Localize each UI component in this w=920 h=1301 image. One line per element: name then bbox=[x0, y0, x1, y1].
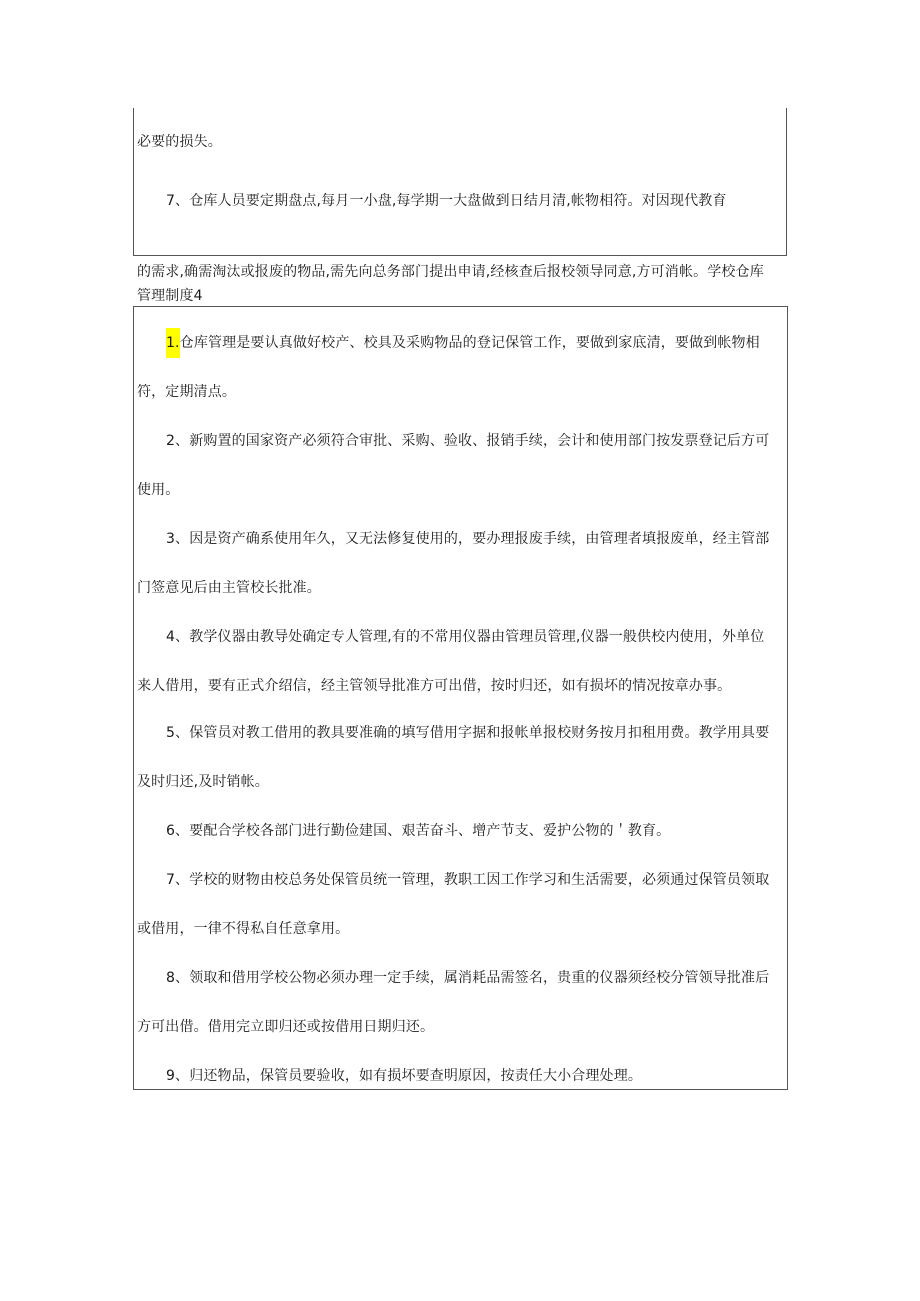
item-7-line-2: 或借用，一律不得私自任意拿用。 bbox=[137, 921, 350, 937]
prev-item-7: 7、仓库人员要定期盘点,每月一小盘,每学期一大盘做到日结月清,帐物相符。对因现代教育 bbox=[166, 193, 727, 209]
item-4-line-2: 来人借用，要有正式介绍信，经主管领导批准方可出借，按时归还，如有损坏的情况按章办事。 bbox=[137, 678, 732, 694]
prev-text-line: 必要的损失。 bbox=[137, 134, 222, 150]
item-2-line-2: 使用。 bbox=[137, 482, 180, 498]
item-1-line-2: 符，定期清点。 bbox=[137, 384, 237, 400]
item-1-text: 仓库管理是要认真做好校产、校具及采购物品的登记保管工作，要做到家底清，要做到帐物相 bbox=[179, 335, 760, 351]
item-5-line-1: 5、保管员对教工借用的教具要准确的填写借用字据和报帐单报校财务按月扣租用费。教学用具要 bbox=[166, 725, 770, 741]
item-8-line-1: 8、领取和借用学校公物必须办理一定手续，属消耗品需签名，贵重的仪器须经校分管领导批准后 bbox=[166, 970, 770, 986]
item-5-line-2: 及时归还,及时销帐。 bbox=[137, 774, 269, 790]
item-1-line-1 bbox=[166, 334, 760, 352]
item-4-line-1: 4、教学仪器由教导处确定专人管理,有的不常用仪器由管理员管理,仪器一般供校内使用，外单位 bbox=[166, 629, 765, 645]
interlude-text: 的需求,确需淘汰或报废的物品,需先向总务部门提出申请,经核查后报校领导同意,方可消帐。学校仓库 bbox=[137, 264, 764, 280]
item-3-line-2: 门签意见后由主管校长批准。 bbox=[137, 580, 321, 596]
previous-section-box bbox=[133, 108, 787, 256]
item-9-line-1: 9、归还物品，保管员要验收，如有损坏要查明原因，按责任大小合理处理。 bbox=[166, 1068, 643, 1084]
item-6-line-1: 6、要配合学校各部门进行勤俭建国、艰苦奋斗、增产节支、爱护公物的＇教育。 bbox=[166, 823, 671, 839]
item-3-line-1: 3、因是资产确系使用年久，又无法修复使用的，要办理报废手续，由管理者填报废单，经主管部 bbox=[166, 531, 770, 547]
highlighted-number: 1. bbox=[166, 328, 180, 358]
item-8-line-2: 方可出借。借用完立即归还或按借用日期归还。 bbox=[137, 1019, 435, 1035]
section-heading: 管理制度4 bbox=[137, 288, 203, 304]
item-2-line-1: 2、新购置的国家资产必须符合审批、采购、验收、报销手续，会计和使用部门按发票登记后方可 bbox=[166, 433, 770, 449]
item-7-line-1: 7、学校的财物由校总务处保管员统一管理，教职工因工作学习和生活需要，必须通过保管员领取 bbox=[166, 872, 770, 888]
